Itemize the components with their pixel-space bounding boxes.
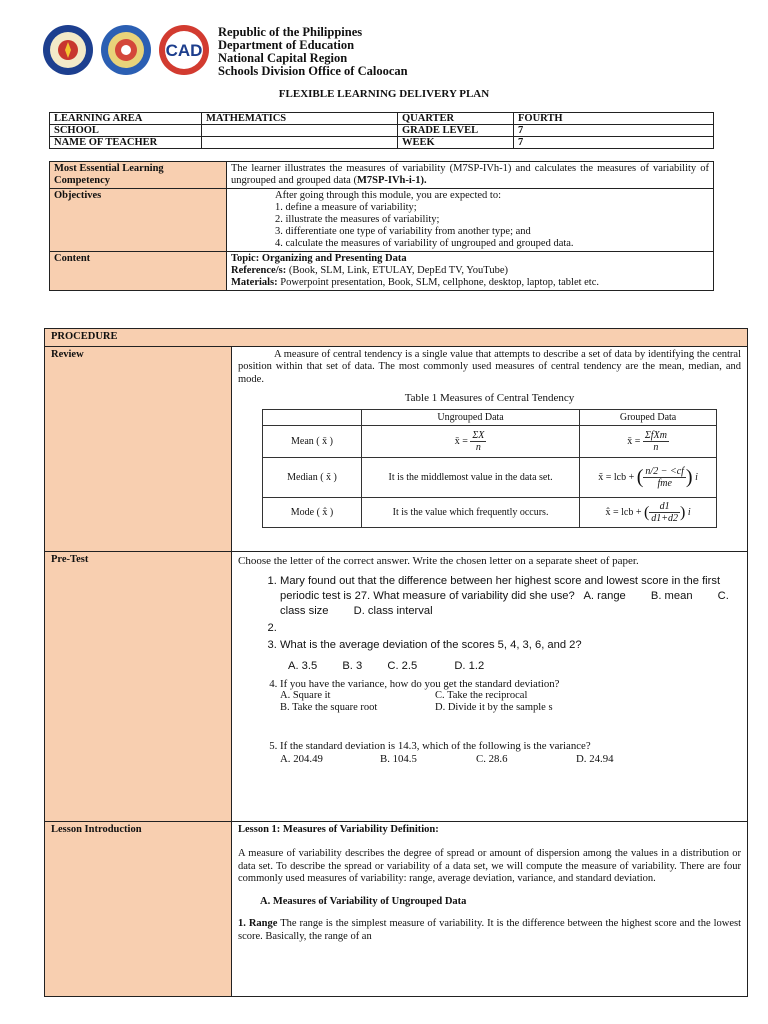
lesson-text: A measure of variability describes the degree of spread or amount of dispersion among the values in a distribution or data set. To describe the spread or variability of a data set, we will compute the measure of variability. There are four commonly used measures of variability: range, average deviation, variance, and standard deviation. [238,848,741,884]
mode-interval: i [687,506,691,518]
col-ungrouped-header: Ungrouped Data [362,409,580,425]
teacher-label: NAME OF TEACHER [50,137,202,149]
quarter-label: QUARTER [398,113,514,125]
objectives-cell [227,189,714,252]
question-option: D. 1.2 [454,659,485,672]
question-option: B. 3 [342,659,363,672]
mean-grouped-numerator: ΣfXm [644,429,667,441]
mode-label: Mode ( x̂ ) [263,497,362,527]
question-option: C. Take the reciprocal [435,690,528,701]
question-option: C. class size [280,589,729,617]
mean-label: Mean ( x̄ ) [263,425,362,457]
median-label: Median ( x̃ ) [263,457,362,497]
question-option: D. class interval [353,604,433,617]
median-text: It is the middlemost value in the data set. [362,457,580,497]
header-line-region: National Capital Region [218,51,348,65]
lesson-introduction-label: Lesson Introduction [45,821,232,996]
pretest-label: Pre-Test [45,551,232,821]
mode-fraction [649,501,680,524]
mean-denominator: n [475,441,481,453]
median-lhs: x̃ = lcb + [598,471,635,483]
mean-fraction [470,430,486,453]
question-5-text: 5. If the standard deviation is 14.3, which of the following is the variance? [280,740,591,752]
question-option: A. Square it [280,690,331,701]
question-item-empty [280,621,741,636]
question-option: B. 104.5 [380,752,417,765]
objective-item: 4. calculate the measures of variability of ungrouped and grouped data. [275,238,574,249]
mode-formula: x̂ = lcb + ( $\frac{d1}{d1+d2}$ ) i [580,497,717,527]
grade-level-value: 7 [514,125,714,137]
school-label: SCHOOL [50,125,202,137]
question-option: A. 204.49 [280,752,323,765]
median-denominator: fme [657,477,672,489]
cad-logo-icon [158,24,210,76]
question-option: A. range [583,589,626,602]
reference-value: (Book, SLM, Link, ETULAY, DepEd TV, YouTube) [286,265,509,276]
competency-table [49,161,714,291]
question-option: C. 28.6 [476,752,508,765]
info-table [49,112,714,149]
range-text: The range is the simplest measure of variability. It is the difference between the highest score and the lowest score. Basically, the range of an [238,918,741,942]
lesson-introduction-cell [232,821,748,996]
pretest-intro: Choose the letter of the correct answer. Write the chosen letter on a separate sheet of paper. [238,554,639,567]
objectives-intro: After going through this module, you are expected to: [275,190,501,201]
teacher-value [202,137,398,149]
blank-header-cell [263,409,362,425]
objective-item: 1. define a measure of variability; [275,202,417,213]
question-option: B. Take the square root [280,702,378,713]
objectives-label: Objectives [50,189,227,252]
question-3-options [288,659,741,674]
content-label: Content [50,252,227,291]
question-item [280,638,741,674]
range-label: 1. Range [238,918,278,929]
median-numerator: n/2 − <cf [645,465,684,477]
reference-label: Reference/s: [231,265,287,276]
svg-text:CAD: CAD [165,41,203,60]
quarter-value: FOURTH [514,113,714,125]
mean-numerator: ΣX [472,429,485,441]
question-option: D. Divide it by the sample s [435,702,553,713]
mean-grouped-lhs: x̄ = [627,435,641,447]
mean-grouped-denominator: n [653,441,659,453]
header-line-division: Schools Division Office of Caloocan [218,64,408,78]
plan-title: FLEXIBLE LEARNING DELIVERY PLAN [278,88,490,100]
competency-text: The learner illustrates the measures of variability (M7SP-IVh-1) and calculates the measures of variability of ungrouped and grouped data ( [231,163,709,186]
question-item [280,740,741,765]
week-label: WEEK [398,137,514,149]
competency-code: M7SP-IVh-i-1). [356,175,427,186]
central-tendency-table [262,409,717,528]
sdo-caloocan-seal-icon [100,24,152,76]
mean-grouped-formula [580,425,717,457]
deped-seal-icon [42,24,94,76]
content-topic: Topic: Organizing and Presenting Data [231,253,407,264]
learning-area-value: MATHEMATICS [202,113,398,125]
question-option: D. 24.94 [576,752,614,765]
grade-level-label: GRADE LEVEL [398,125,514,137]
question-option: C. 2.5 [387,659,418,672]
pretest-cell [232,551,748,821]
procedure-table [44,328,748,997]
materials-label: Materials: [231,277,278,288]
objective-item: 3. differentiate one type of variability from another type; and [275,226,531,237]
question-option: B. mean [650,589,693,602]
competency-cell [227,162,714,189]
question-4-text: 4. If you have the variance, how do you get the standard deviation? [280,677,560,690]
procedure-header: PROCEDURE [45,329,748,347]
header-text [218,26,408,78]
mean-grouped-fraction [643,430,669,453]
table-caption: Table 1 Measures of Central Tendency [404,392,575,404]
question-3-text: 3. What is the average deviation of the scores 5, 4, 3, 6, and 2? [280,638,582,651]
school-value [202,125,398,137]
median-formula: x̃ = lcb + ( $\frac{n/2 - <cf}{\text{fme}}$ ) i [580,457,717,497]
pretest-questions [238,574,741,766]
question-5-options [280,753,741,766]
content-cell [227,252,714,291]
mode-numerator: d1 [649,501,680,513]
mean-ungrouped-formula [362,425,580,457]
review-cell [232,346,748,551]
review-label: Review [45,346,232,551]
question-item [280,678,741,715]
week-value: 7 [514,137,714,149]
lesson-title: Lesson 1: Measures of Variability Definition: [238,823,439,835]
col-grouped-header: Grouped Data [580,409,717,425]
objective-item: 2. illustrate the measures of variability; [275,214,440,225]
mean-lhs: x̄ = [454,435,468,447]
median-interval: i [695,471,698,483]
question-item [280,574,741,619]
logo-row [42,24,212,78]
question-4-options [280,690,741,714]
header-line-deped: Department of Education [218,38,355,52]
competency-label: Most Essential Learning Competency [50,162,227,189]
median-fraction [643,466,686,489]
mode-denominator: d1+d2 [651,512,679,524]
question-option: A. 3.5 [288,659,318,672]
question-1-text: Mary found out that the difference between her highest score and lowest score in the first periodic test is 27. What measure of variability did she use? [280,574,721,602]
mode-text: It is the value which frequently occurs. [362,497,580,527]
header-line-republic: Republic of the Philippines [218,25,363,39]
section-a-heading: A. Measures of Variability of Ungrouped Data [260,895,467,907]
mode-lhs: x̂ = lcb + [605,506,642,518]
materials-value: Powerpoint presentation, Book, SLM, cellphone, desktop, laptop, tablet etc. [277,277,600,288]
learning-area-label: LEARNING AREA [50,113,202,125]
review-text: A measure of central tendency is a single value that attempts to describe a set of data by identifying the central position within that set of data. The most commonly used measures of central tendency are the mean, median, and mode. [238,348,741,385]
